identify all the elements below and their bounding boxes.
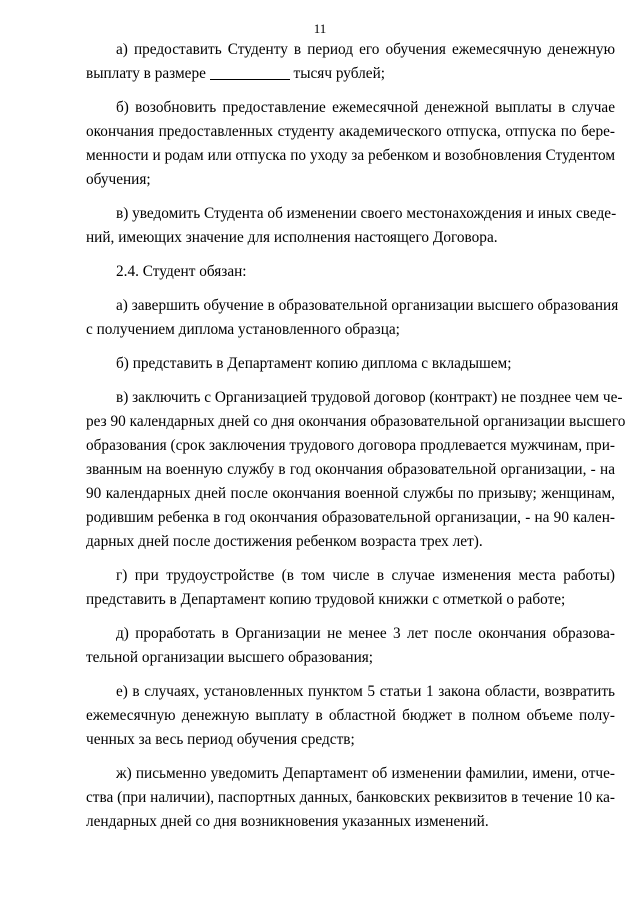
- text-segment: тысяч рублей;: [293, 65, 386, 82]
- text-line: 90 календарных дней после окончания военной службы по призыву; женщинам,: [86, 485, 615, 502]
- clause-e-refund-payment: [86, 680, 615, 752]
- text-line: в) заключить с Организацией трудовой договор (контракт) не позднее чем че-: [116, 389, 623, 406]
- text-line: г) при трудоустройстве (в том числе в случае изменения места работы): [116, 567, 615, 584]
- clause-d-work-three-years: [86, 622, 615, 670]
- text-line: [86, 62, 615, 86]
- text-line: дарных дней после достижения ребенком возраста трех лет).: [86, 533, 483, 550]
- text-line: с получением диплома установленного образца;: [86, 321, 400, 338]
- clause-g-employment-record: [86, 564, 615, 612]
- text-line: ства (при наличии), паспортных данных, банковских реквизитов в течение 10 ка-: [86, 789, 615, 806]
- text-line: лендарных дней со дня возникновения указанных изменений.: [86, 813, 489, 830]
- clause-v-notify-student: [86, 202, 615, 250]
- text-line: родившим ребенка в год окончания образовательной организации, - на 90 кален-: [86, 509, 615, 526]
- text-line: д) проработать в Организации не менее 3 лет после окончания образова-: [116, 625, 615, 642]
- text-line: тельной организации высшего образования;: [86, 649, 374, 666]
- text-segment: выплату в размере: [86, 65, 206, 82]
- text-line: б) возобновить предоставление ежемесячной денежной выплаты в случае: [116, 99, 615, 116]
- text-line: ченных за весь период обучения средств;: [86, 731, 355, 748]
- text-line: а) предоставить Студенту в период его обучения ежемесячную денежную: [116, 41, 615, 58]
- clause-a-complete-studies: [86, 294, 619, 342]
- clause-v-employment-contract: [86, 386, 626, 554]
- text-line: ежемесячную денежную выплату в областной бюджет в полном объеме полу-: [86, 707, 615, 724]
- text-line: обучения;: [86, 171, 151, 188]
- text-line: 2.4. Студент обязан:: [116, 263, 247, 280]
- clause-b-resume-payment: [86, 96, 615, 192]
- clause-zh-notify-changes: [86, 762, 615, 834]
- blank-amount-field: [210, 64, 290, 80]
- section-2-4-heading: [86, 260, 615, 284]
- text-line: а) завершить обучение в образовательной организации высшего образования: [116, 297, 619, 314]
- text-line: в) уведомить Студента об изменении своего местонахождения и иных сведе-: [116, 205, 617, 222]
- text-line: представить в Департамент копию трудовой книжки с отметкой о работе;: [86, 591, 566, 608]
- text-line: рез 90 календарных дней со дня окончания образовательной организации высшего: [86, 413, 626, 430]
- text-line: образования (срок заключения трудового договора продлевается мужчинам, при-: [86, 437, 615, 454]
- document-body: [86, 38, 626, 844]
- clause-b-submit-diploma: [86, 352, 615, 376]
- text-line: окончания предоставленных студенту академического отпуска, отпуска по бере-: [86, 123, 615, 140]
- text-line: б) представить в Департамент копию диплома с вкладышем;: [116, 355, 512, 372]
- page-number: 11: [313, 21, 327, 36]
- text-line: е) в случаях, установленных пунктом 5 статьи 1 закона области, возвратить: [116, 683, 615, 700]
- text-line: ж) письменно уведомить Департамент об изменении фамилии, имени, отче-: [116, 765, 615, 782]
- text-line: званным на военную службу в год окончания образовательной организации, - на: [86, 461, 615, 478]
- text-line: менности и родам или отпуска по уходу за ребенком и возобновления Студентом: [86, 147, 615, 164]
- clause-a-payment: [86, 38, 615, 86]
- text-line: ний, имеющих значение для исполнения настоящего Договора.: [86, 229, 498, 246]
